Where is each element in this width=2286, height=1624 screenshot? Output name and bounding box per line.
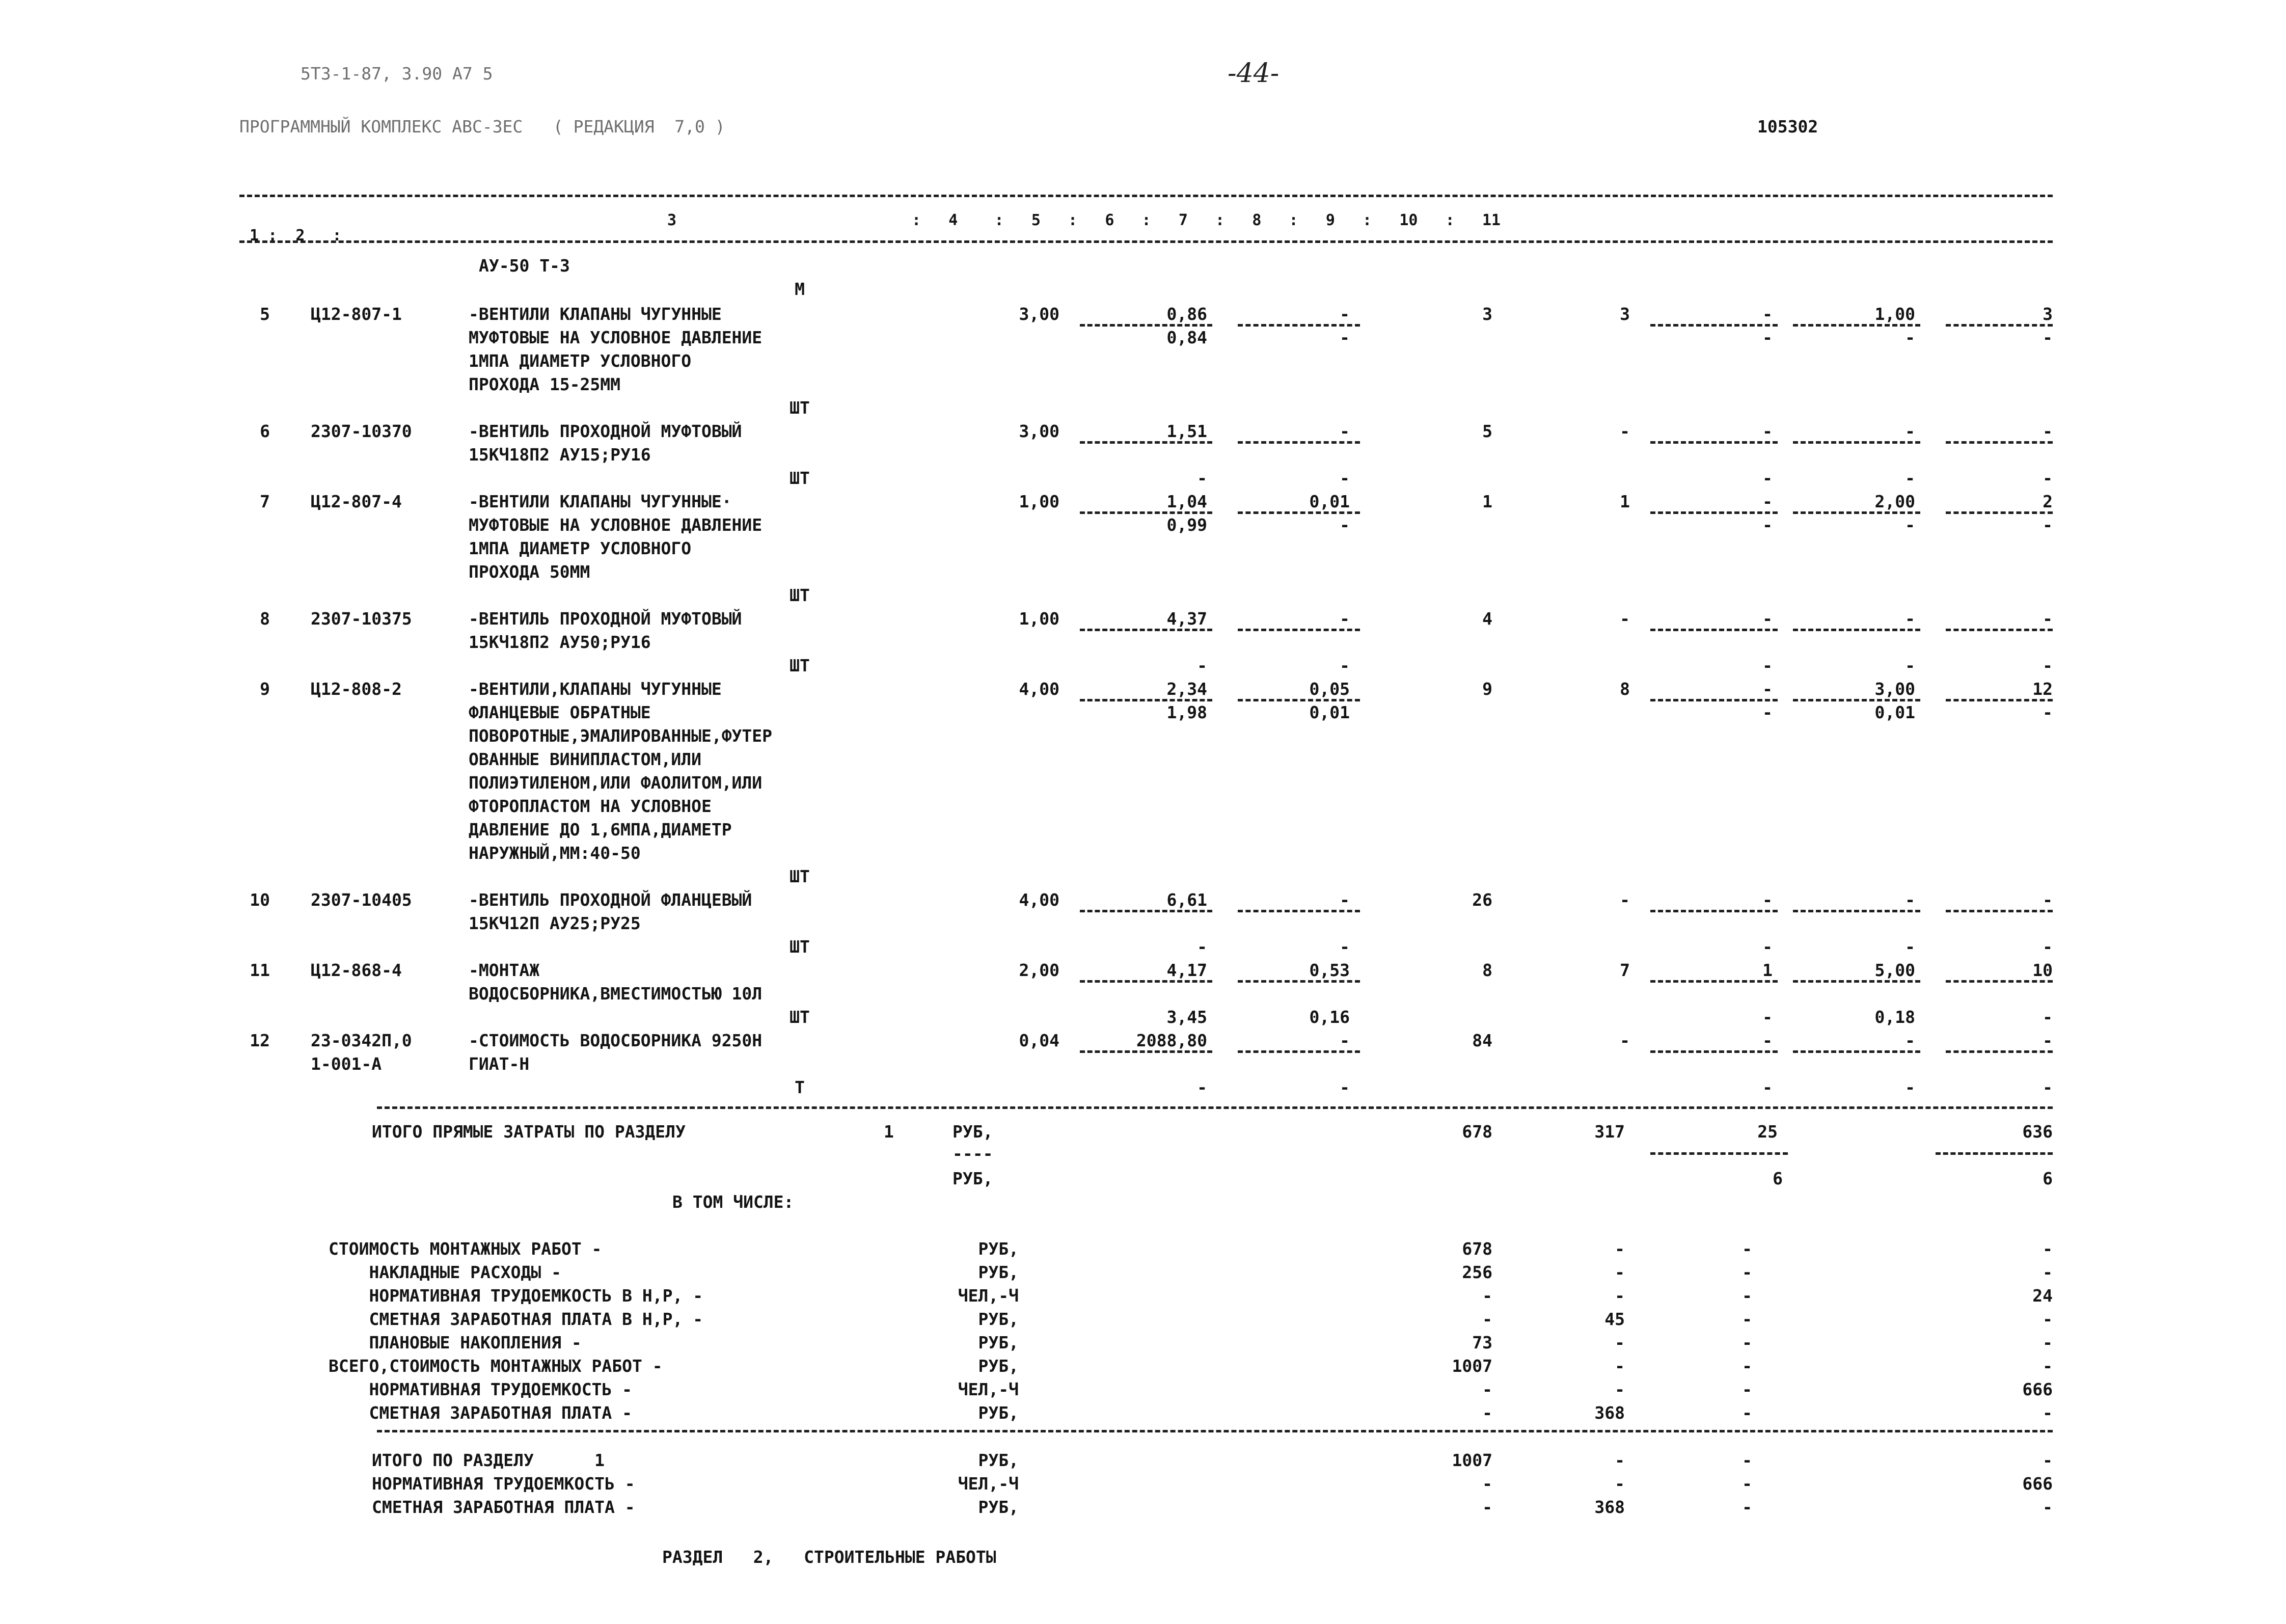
row-rule-c6	[1238, 629, 1360, 631]
row-c5: 0,86	[1166, 304, 1207, 324]
row-sub-c10: -	[1905, 515, 1915, 535]
totals-line-c11: -	[2043, 1403, 2053, 1423]
row-description-line: ПОВОРОТНЫЕ,ЭМАЛИРОВАННЫЕ,ФУТЕР	[469, 726, 773, 746]
row-c11: 10	[2032, 960, 2053, 980]
document-stamp: 5Т3-1-87, 3.90 А7 5	[301, 64, 493, 84]
totals-line-label: ВСЕГО,СТОИМОСТЬ МОНТАЖНЫХ РАБОТ -	[329, 1356, 663, 1376]
totals-line-label: НОРМАТИВНАЯ ТРУДОЕМКОСТЬ В Н,Р, -	[329, 1286, 703, 1306]
including-label: В ТОМ ЧИСЛЕ:	[672, 1192, 794, 1212]
totals-line-label: СМЕТНАЯ ЗАРАБОТНАЯ ПЛАТА В Н,Р, -	[329, 1309, 703, 1329]
totals-line-c11: 666	[2022, 1474, 2053, 1494]
row-unit: ШТ	[790, 585, 810, 605]
row-description-line: ПРОХОДА 50ММ	[469, 562, 590, 582]
row-c6: -	[1340, 890, 1350, 910]
row-rule-c5	[1080, 910, 1212, 912]
row-c9: -	[1762, 492, 1773, 511]
direct-costs-c11: 636	[2022, 1122, 2053, 1142]
row-c9: -	[1762, 1031, 1773, 1050]
row-rule-c6	[1238, 699, 1360, 701]
row-sub-c9: -	[1762, 702, 1773, 722]
totals-line-label: НАКЛАДНЫЕ РАСХОДЫ -	[329, 1262, 561, 1282]
row-quantity: 4,00	[1019, 679, 1059, 699]
row-c10: 1,00	[1874, 304, 1915, 324]
pre-unit: М	[795, 279, 805, 299]
totals-line-c7: 1007	[1452, 1450, 1492, 1470]
row-c10: -	[1905, 1031, 1915, 1050]
row-rule-c9	[1650, 699, 1778, 701]
row-description-line: 15КЧ18П2 АУ50;РУ16	[469, 632, 651, 652]
row-c10: 3,00	[1874, 679, 1915, 699]
direct-costs-c7: 678	[1462, 1122, 1492, 1142]
row-unit-c11: -	[2043, 468, 2053, 488]
row-sub-c10: -	[1905, 328, 1915, 347]
row-number: 7	[260, 492, 270, 511]
totals-line-c9: -	[1742, 1239, 1752, 1259]
row-description-line: -СТОИМОСТЬ ВОДОСБОРНИКА 9250Н	[469, 1031, 763, 1050]
row-rule-c5	[1080, 1050, 1212, 1053]
c11-sub-rule	[1936, 1152, 2053, 1155]
row-c6: 0,01	[1309, 492, 1350, 511]
row-c5: 6,61	[1166, 890, 1207, 910]
row-description-line: -ВЕНТИЛИ КЛАПАНЫ ЧУГУННЫЕ·	[469, 492, 732, 511]
section-totals-rule	[377, 1430, 2053, 1432]
direct-costs-section: 1	[884, 1122, 894, 1142]
totals-line-label: НОРМАТИВНАЯ ТРУДОЕМКОСТЬ -	[372, 1474, 635, 1494]
totals-line-c8: -	[1615, 1356, 1625, 1376]
row-description-line: 1МПА ДИАМЕТР УСЛОВНОГО	[469, 351, 692, 371]
row-rule-c6	[1238, 441, 1360, 444]
totals-line-c7: -	[1482, 1379, 1492, 1399]
row-c8: -	[1620, 421, 1630, 441]
row-description-line: 15КЧ18П2 АУ15;РУ16	[469, 445, 651, 465]
row-c7: 8	[1482, 960, 1492, 980]
totals-line-unit: РУБ,	[978, 1239, 1019, 1259]
row-description-line: 1МПА ДИАМЕТР УСЛОВНОГО	[469, 538, 692, 558]
row-rule-c6	[1238, 1050, 1360, 1053]
totals-line-unit: РУБ,	[978, 1309, 1019, 1329]
totals-line-label: СМЕТНАЯ ЗАРАБОТНАЯ ПЛАТА -	[329, 1403, 633, 1423]
row-unit-c5: -	[1197, 656, 1207, 675]
c9-sub-rule	[1650, 1152, 1788, 1155]
row-description-line: -ВЕНТИЛЬ ПРОХОДНОЙ МУФТОВЫЙ	[469, 421, 742, 441]
row-c5: 2,34	[1166, 679, 1207, 699]
row-rule-c9	[1650, 511, 1778, 514]
row-rule-c9	[1650, 980, 1778, 983]
totals-line-c7: 1007	[1452, 1356, 1492, 1376]
totals-line-unit: РУБ,	[978, 1497, 1019, 1517]
row-unit-c11: -	[2043, 656, 2053, 675]
row-description-line: -ВЕНТИЛИ КЛАПАНЫ ЧУГУННЫЕ	[469, 304, 722, 324]
row-quantity: 3,00	[1019, 304, 1059, 324]
row-description-line: МУФТОВЫЕ НА УСЛОВНОЕ ДАВЛЕНИЕ	[469, 328, 763, 347]
totals-line-unit: РУБ,	[978, 1403, 1019, 1423]
row-description-line: ВОДОСБОРНИКА,ВМЕСТИМОСТЬЮ 10Л	[469, 984, 763, 1004]
row-c8: 8	[1620, 679, 1630, 699]
row-quantity: 1,00	[1019, 492, 1059, 511]
totals-line-c11: -	[2043, 1356, 2053, 1376]
totals-line-c7: 73	[1472, 1333, 1492, 1352]
pre-line-text: АУ-50 Т-3	[479, 256, 570, 276]
row-code: Ц12-807-4	[311, 492, 402, 511]
row-rule-c11	[1946, 980, 2053, 983]
row-unit: ШТ	[790, 398, 810, 418]
row-rule-c6	[1238, 324, 1360, 327]
totals-line-c9: -	[1742, 1333, 1752, 1352]
row-unit-c10: -	[1905, 656, 1915, 675]
row-c9: -	[1762, 679, 1773, 699]
row-code: 2307-10370	[311, 421, 412, 441]
row-unit-c5: -	[1197, 1077, 1207, 1097]
direct-costs-unit-2: РУБ,	[953, 1169, 993, 1188]
totals-line-label: НОРМАТИВНАЯ ТРУДОЕМКОСТЬ -	[329, 1379, 633, 1399]
row-description-line: ГИАТ-Н	[469, 1054, 530, 1074]
row-unit: Т	[795, 1077, 805, 1097]
totals-line-label: СМЕТНАЯ ЗАРАБОТНАЯ ПЛАТА -	[372, 1497, 635, 1517]
row-rule-c11	[1946, 441, 2053, 444]
direct-costs-c9: 25	[1757, 1122, 1778, 1142]
totals-line-c9: -	[1742, 1497, 1752, 1517]
row-rule-c5	[1080, 980, 1212, 983]
totals-line-c7: -	[1482, 1497, 1492, 1517]
totals-line-c9: -	[1742, 1474, 1752, 1494]
row-description-line: -ВЕНТИЛЬ ПРОХОДНОЙ МУФТОВЫЙ	[469, 609, 742, 629]
row-c8: -	[1620, 890, 1630, 910]
row-description-line: -ВЕНТИЛЬ ПРОХОДНОЙ ФЛАНЦЕВЫЙ	[469, 890, 752, 910]
totals-line-c7: 678	[1462, 1239, 1492, 1259]
row-unit: ШТ	[790, 937, 810, 957]
row-unit-c11: -	[2043, 937, 2053, 957]
row-number: 9	[260, 679, 270, 699]
row-unit: ШТ	[790, 468, 810, 488]
row-sub-c11: -	[2043, 702, 2053, 722]
row-code: Ц12-808-2	[311, 679, 402, 699]
document-code: 105302	[1757, 117, 1818, 137]
row-unit-c9: -	[1762, 937, 1773, 957]
row-quantity: 2,00	[1019, 960, 1059, 980]
totals-line-c8: 368	[1594, 1403, 1625, 1423]
row-rule-c5	[1080, 629, 1212, 631]
totals-line-c8: -	[1615, 1239, 1625, 1259]
totals-line-c9: -	[1742, 1262, 1752, 1282]
totals-line-label: СТОИМОСТЬ МОНТАЖНЫХ РАБОТ -	[329, 1239, 602, 1259]
row-number: 5	[260, 304, 270, 324]
row-code: 2307-10405	[311, 890, 412, 910]
row-number: 6	[260, 421, 270, 441]
totals-line-unit: РУБ,	[978, 1450, 1019, 1470]
row-unit-c5: -	[1197, 468, 1207, 488]
row-rule-c5	[1080, 699, 1212, 701]
row-sub-c11: -	[2043, 328, 2053, 347]
totals-line-c11: -	[2043, 1497, 2053, 1517]
row-code: Ц12-868-4	[311, 960, 402, 980]
row-rule-c10	[1793, 910, 1920, 912]
row-number: 10	[250, 890, 270, 910]
direct-costs-c8: 317	[1594, 1122, 1625, 1142]
row-unit-c9: -	[1762, 468, 1773, 488]
row-unit: ШТ	[790, 656, 810, 675]
row-c5: 2088,80	[1136, 1031, 1207, 1050]
row-unit-c6: -	[1340, 468, 1350, 488]
row-rule-c10	[1793, 511, 1920, 514]
totals-line-c7: -	[1482, 1474, 1492, 1494]
row-rule-c11	[1946, 1050, 2053, 1053]
direct-costs-unit: РУБ,	[953, 1122, 993, 1142]
row-description-line: МУФТОВЫЕ НА УСЛОВНОЕ ДАВЛЕНИЕ	[469, 515, 763, 535]
row-unit-c9: -	[1762, 656, 1773, 675]
table-top-rule	[239, 195, 2053, 197]
row-rule-c9	[1650, 1050, 1778, 1053]
row-number: 8	[260, 609, 270, 629]
row-rule-c9	[1650, 324, 1778, 327]
column-header-3: 3	[667, 211, 677, 229]
row-unit-c11: -	[2043, 1077, 2053, 1097]
row-sub-c10: 0,01	[1874, 702, 1915, 722]
row-rule-c11	[1946, 324, 2053, 327]
row-c11: -	[2043, 609, 2053, 629]
row-c8: 1	[1620, 492, 1630, 511]
totals-line-unit: ЧЕЛ,-Ч	[958, 1379, 1019, 1399]
row-description-line: 15КЧ12П АУ25;РУ25	[469, 913, 641, 933]
row-c9: -	[1762, 304, 1773, 324]
row-unit-c10: -	[1905, 468, 1915, 488]
totals-line-c8: -	[1615, 1286, 1625, 1306]
totals-line-c9: -	[1742, 1356, 1752, 1376]
row-code: Ц12-807-1	[311, 304, 402, 324]
row-description-line: ФЛАНЦЕВЫЕ ОБРАТНЫЕ	[469, 702, 651, 722]
row-c11: 12	[2032, 679, 2053, 699]
totals-line-c9: -	[1742, 1309, 1752, 1329]
row-rule-c5	[1080, 324, 1212, 327]
row-number: 11	[250, 960, 270, 980]
row-rule-c9	[1650, 441, 1778, 444]
row-unit-c9: -	[1762, 1007, 1773, 1027]
row-unit-c11: -	[2043, 1007, 2053, 1027]
row-rule-c11	[1946, 629, 2053, 631]
row-quantity: 1,00	[1019, 609, 1059, 629]
row-c5: 1,04	[1166, 492, 1207, 511]
totals-line-c8: -	[1615, 1474, 1625, 1494]
totals-line-c7: 256	[1462, 1262, 1492, 1282]
row-rule-c10	[1793, 1050, 1920, 1053]
totals-line-unit: РУБ,	[978, 1333, 1019, 1352]
totals-line-c7: -	[1482, 1286, 1492, 1306]
row-c7: 9	[1482, 679, 1492, 699]
totals-line-c11: 666	[2022, 1379, 2053, 1399]
totals-line-c9: -	[1742, 1379, 1752, 1399]
row-c6: -	[1340, 609, 1350, 629]
row-sub-c5: 0,99	[1166, 515, 1207, 535]
page-number: -44-	[1228, 58, 1280, 89]
row-unit-c6: -	[1340, 1077, 1350, 1097]
row-c6: 0,53	[1309, 960, 1350, 980]
row-c11: -	[2043, 890, 2053, 910]
row-rule-c10	[1793, 980, 1920, 983]
row-c10: 2,00	[1874, 492, 1915, 511]
totals-line-c11: -	[2043, 1450, 2053, 1470]
row-quantity: 3,00	[1019, 421, 1059, 441]
row-rule-c11	[1946, 511, 2053, 514]
row-c10: -	[1905, 609, 1915, 629]
row-c9: -	[1762, 890, 1773, 910]
row-c10: -	[1905, 890, 1915, 910]
row-number: 12	[250, 1031, 270, 1050]
totals-line-c8: -	[1615, 1262, 1625, 1282]
row-c11: -	[2043, 1031, 2053, 1050]
totals-line-c11: -	[2043, 1333, 2053, 1352]
table-header-rule	[239, 240, 2053, 243]
row-rule-c11	[1946, 910, 2053, 912]
totals-line-unit: ЧЕЛ,-Ч	[958, 1474, 1019, 1494]
row-rule-c11	[1946, 699, 2053, 701]
row-rule-c5	[1080, 441, 1212, 444]
row-c5: 1,51	[1166, 421, 1207, 441]
row-rule-c10	[1793, 629, 1920, 631]
direct-costs-2-c11: 6	[2043, 1169, 2053, 1188]
row-rule-c9	[1650, 629, 1778, 631]
row-c6: -	[1340, 304, 1350, 324]
row-unit-c10: -	[1905, 937, 1915, 957]
row-rule-c10	[1793, 441, 1920, 444]
row-unit-c6: -	[1340, 937, 1350, 957]
totals-line-c8: -	[1615, 1450, 1625, 1470]
row-c7: 84	[1472, 1031, 1492, 1050]
row-sub-c6: -	[1340, 328, 1350, 347]
row-sub-c6: 0,01	[1309, 702, 1350, 722]
row-description-line: -ВЕНТИЛИ,КЛАПАНЫ ЧУГУННЫЕ	[469, 679, 722, 699]
row-unit-c10: -	[1905, 1077, 1915, 1097]
totals-line-unit: ЧЕЛ,-Ч	[958, 1286, 1019, 1306]
row-description-line: ПРОХОДА 15-25ММ	[469, 374, 621, 394]
totals-line-c11: -	[2043, 1309, 2053, 1329]
row-c9: 1	[1762, 960, 1773, 980]
direct-costs-2-c9: 6	[1773, 1169, 1783, 1188]
row-c11: 3	[2043, 304, 2053, 324]
row-c6: 0,05	[1309, 679, 1350, 699]
row-unit-c5: 3,45	[1166, 1007, 1207, 1027]
row-c7: 26	[1472, 890, 1492, 910]
row-c8: 7	[1620, 960, 1630, 980]
row-c7: 1	[1482, 492, 1492, 511]
row-c11: 2	[2043, 492, 2053, 511]
column-headers: 1 : 2 :	[250, 227, 342, 245]
row-c9: -	[1762, 421, 1773, 441]
row-c11: -	[2043, 421, 2053, 441]
row-c5: 4,37	[1166, 609, 1207, 629]
row-unit-c9: -	[1762, 1077, 1773, 1097]
row-description-line: ФТОРОПЛАСТОМ НА УСЛОВНОЕ	[469, 796, 712, 816]
row-rule-c5	[1080, 511, 1212, 514]
row-c8: 3	[1620, 304, 1630, 324]
row-unit: ШТ	[790, 867, 810, 886]
totals-line-c11: -	[2043, 1239, 2053, 1259]
totals-top-rule	[377, 1106, 2053, 1109]
row-c7: 5	[1482, 421, 1492, 441]
row-c6: -	[1340, 421, 1350, 441]
row-rule-c10	[1793, 699, 1920, 701]
totals-line-c9: -	[1742, 1286, 1752, 1306]
row-rule-c6	[1238, 980, 1360, 983]
row-rule-c10	[1793, 324, 1920, 327]
row-quantity: 4,00	[1019, 890, 1059, 910]
row-unit-c5: -	[1197, 937, 1207, 957]
direct-costs-label: ИТОГО ПРЯМЫЕ ЗАТРАТЫ ПО РАЗДЕЛУ	[372, 1122, 686, 1142]
totals-line-c11: -	[2043, 1262, 2053, 1282]
row-code: 23-0342П,0	[311, 1031, 412, 1050]
row-sub-c9: -	[1762, 328, 1773, 347]
row-rule-c6	[1238, 511, 1360, 514]
row-description-line: ДАВЛЕНИЕ ДО 1,6МПА,ДИАМЕТР	[469, 820, 732, 840]
totals-line-c9: -	[1742, 1450, 1752, 1470]
totals-line-label: ПЛАНОВЫЕ НАКОПЛЕНИЯ -	[329, 1333, 582, 1352]
row-rule-c9	[1650, 910, 1778, 912]
row-sub-c11: -	[2043, 515, 2053, 535]
row-c10: -	[1905, 421, 1915, 441]
next-section-heading: РАЗДЕЛ 2, СТРОИТЕЛЬНЫЕ РАБОТЫ	[662, 1547, 996, 1567]
row-c6: -	[1340, 1031, 1350, 1050]
totals-line-c7: -	[1482, 1309, 1492, 1329]
totals-line-c7: -	[1482, 1403, 1492, 1423]
program-line: ПРОГРАММНЫЙ КОМПЛЕКС АВС-ЗЕС ( РЕДАКЦИЯ 7,0 )	[239, 117, 725, 137]
row-sub-c5: 1,98	[1166, 702, 1207, 722]
column-header-4-11: : 4 : 5 : 6 : 7 : 8 : 9 : 10 : 11	[912, 211, 1501, 229]
row-unit-c10: 0,18	[1874, 1007, 1915, 1027]
row-sub-c6: -	[1340, 515, 1350, 535]
row-code-2: 1-001-А	[311, 1054, 382, 1074]
totals-line-c8: 368	[1594, 1497, 1625, 1517]
row-description-line: -МОНТАЖ	[469, 960, 540, 980]
row-c7: 4	[1482, 609, 1492, 629]
totals-line-c11: 24	[2032, 1286, 2053, 1306]
totals-line-c8: 45	[1604, 1309, 1625, 1329]
row-unit-c6: -	[1340, 656, 1350, 675]
row-description-line: НАРУЖНЫЙ,ММ:40-50	[469, 843, 641, 863]
row-sub-c5: 0,84	[1166, 328, 1207, 347]
row-description-line: ПОЛИЭТИЛЕНОМ,ИЛИ ФАОЛИТОМ,ИЛИ	[469, 773, 763, 793]
row-c10: 5,00	[1874, 960, 1915, 980]
row-c7: 3	[1482, 304, 1492, 324]
row-quantity: 0,04	[1019, 1031, 1059, 1050]
row-unit: ШТ	[790, 1007, 810, 1027]
row-rule-c6	[1238, 910, 1360, 912]
direct-costs-sub-rule: ----	[953, 1144, 993, 1163]
totals-line-c8: -	[1615, 1379, 1625, 1399]
row-description-line: ОВАННЫЕ ВИНИПЛАСТОМ,ИЛИ	[469, 749, 701, 769]
row-unit-c6: 0,16	[1309, 1007, 1350, 1027]
row-code: 2307-10375	[311, 609, 412, 629]
totals-line-label: ИТОГО ПО РАЗДЕЛУ 1	[372, 1450, 605, 1470]
totals-line-unit: РУБ,	[978, 1262, 1019, 1282]
totals-line-unit: РУБ,	[978, 1356, 1019, 1376]
row-c9: -	[1762, 609, 1773, 629]
row-c8: -	[1620, 1031, 1630, 1050]
row-c5: 4,17	[1166, 960, 1207, 980]
row-sub-c9: -	[1762, 515, 1773, 535]
totals-line-c8: -	[1615, 1333, 1625, 1352]
row-c8: -	[1620, 609, 1630, 629]
totals-line-c9: -	[1742, 1403, 1752, 1423]
